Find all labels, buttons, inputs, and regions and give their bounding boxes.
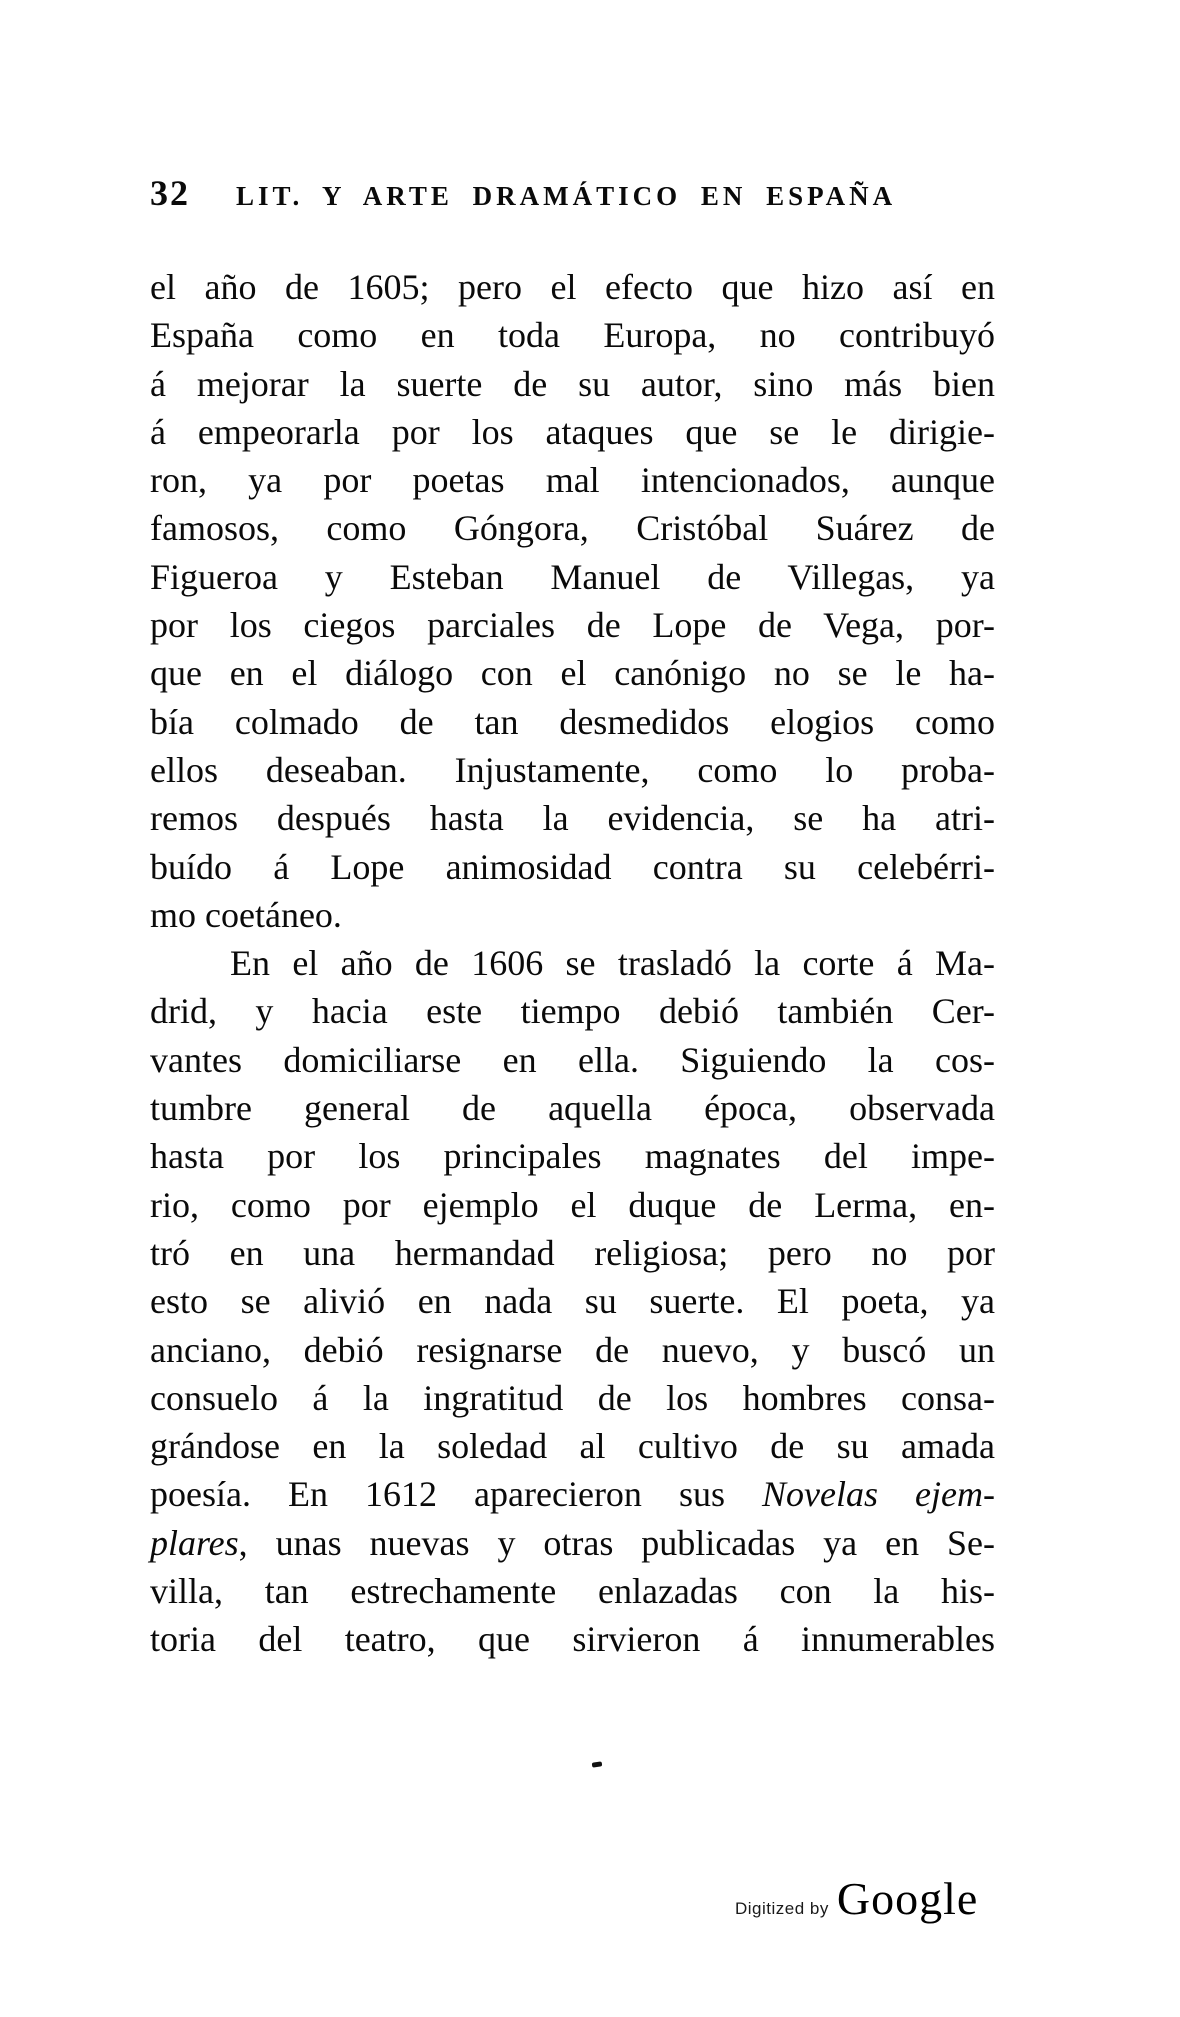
text-segment: el año de 1605; pero el efecto que hizo así en xyxy=(150,267,995,307)
text-line xyxy=(150,504,995,552)
text-line xyxy=(150,360,995,408)
text-line xyxy=(150,456,995,504)
text-segment: á empeorarla por los ataques que se le dirigie- xyxy=(150,411,995,452)
text-segment: ellos deseaban. Injustamente, como lo proba- xyxy=(150,749,995,790)
text-segment: poesía. En 1612 aparecieron sus xyxy=(150,1474,763,1515)
text-line xyxy=(150,263,995,311)
text-segment: esto se alivió en nada su suerte. El poeta, ya xyxy=(150,1281,995,1322)
text-line xyxy=(150,1567,995,1615)
text-segment: tró en una hermandad religiosa; pero no por xyxy=(150,1232,995,1273)
text-block xyxy=(150,263,995,1664)
text-line xyxy=(150,1374,995,1422)
text-segment: drid, y hacia este tiempo debió también Cer- xyxy=(150,991,995,1032)
running-header-title: LIT. Y ARTE DRAMÁTICO EN ESPAÑA xyxy=(236,181,897,211)
text-line xyxy=(150,698,995,746)
text-segment: por los ciegos parciales de Lope de Vega, por- xyxy=(150,605,995,646)
text-segment: grándose en la soledad al cultivo de su amada xyxy=(150,1426,995,1467)
text-segment: villa, tan estrechamente enlazadas con la his- xyxy=(150,1571,995,1612)
text-line xyxy=(150,939,995,987)
text-line xyxy=(150,1422,995,1470)
text-line xyxy=(150,1277,995,1325)
text-segment: mo coetáneo. xyxy=(150,894,342,935)
text-segment: anciano, debió resignarse de nuevo, y buscó un xyxy=(150,1329,995,1370)
text-line xyxy=(150,1470,995,1518)
watermark-prefix-text: Digitized by xyxy=(735,1899,829,1918)
text-segment: vantes domiciliarse en ella. Siguiendo la cos- xyxy=(150,1039,995,1080)
text-segment: á mejorar la suerte de su autor, sino más bien xyxy=(150,363,995,404)
text-line xyxy=(150,1036,995,1084)
text-line xyxy=(150,987,995,1035)
text-line xyxy=(150,1181,995,1229)
google-logo-text: Google xyxy=(836,1873,979,1924)
text-segment: famosos, como Góngora, Cristóbal Suárez de xyxy=(150,508,995,549)
text-segment: , unas nuevas y otras publicadas ya en Se- xyxy=(238,1522,995,1563)
text-segment: buído á Lope animosidad contra su celebérri- xyxy=(150,846,995,887)
text-segment: toria del teatro, que sirvieron á innumerables xyxy=(150,1619,995,1660)
italic-text-segment: plares xyxy=(150,1522,239,1563)
text-line xyxy=(150,1084,995,1132)
text-segment: Figueroa y Esteban Manuel de Villegas, ya xyxy=(150,556,995,597)
page-number: 32 xyxy=(150,173,190,213)
text-segment: En el año de 1606 se trasladó la corte á Ma- xyxy=(230,943,995,984)
text-segment: tumbre general de aquella época, observada xyxy=(150,1088,995,1129)
text-segment: remos después hasta la evidencia, se ha atri- xyxy=(150,798,995,839)
text-segment: España como en toda Europa, no contribuyó xyxy=(150,315,995,356)
text-line xyxy=(150,649,995,697)
text-line xyxy=(150,1615,995,1663)
text-segment: hasta por los principales magnates del impe- xyxy=(150,1136,995,1177)
text-line xyxy=(150,1326,995,1374)
text-line xyxy=(150,794,995,842)
text-line xyxy=(150,1229,995,1277)
text-line xyxy=(150,843,995,891)
text-line xyxy=(150,601,995,649)
text-segment: consuelo á la ingratitud de los hombres consa- xyxy=(150,1377,995,1418)
text-line xyxy=(150,1132,995,1180)
text-line xyxy=(150,1519,995,1567)
text-segment: ron, ya por poetas mal intencionados, aunque xyxy=(150,460,995,501)
page-header xyxy=(150,172,995,214)
ink-speck-mark xyxy=(592,1761,603,1767)
text-line xyxy=(150,553,995,601)
digitization-watermark xyxy=(735,1872,978,1925)
text-line xyxy=(150,891,995,939)
text-line xyxy=(150,746,995,794)
text-segment: bía colmado de tan desmedidos elogios como xyxy=(150,701,995,742)
text-segment: rio, como por ejemplo el duque de Lerma, en- xyxy=(150,1184,995,1225)
text-line xyxy=(150,408,995,456)
text-line xyxy=(150,311,995,359)
text-segment: que en el diálogo con el canónigo no se le ha- xyxy=(150,653,995,694)
italic-text-segment: Novelas ejem- xyxy=(762,1474,995,1515)
